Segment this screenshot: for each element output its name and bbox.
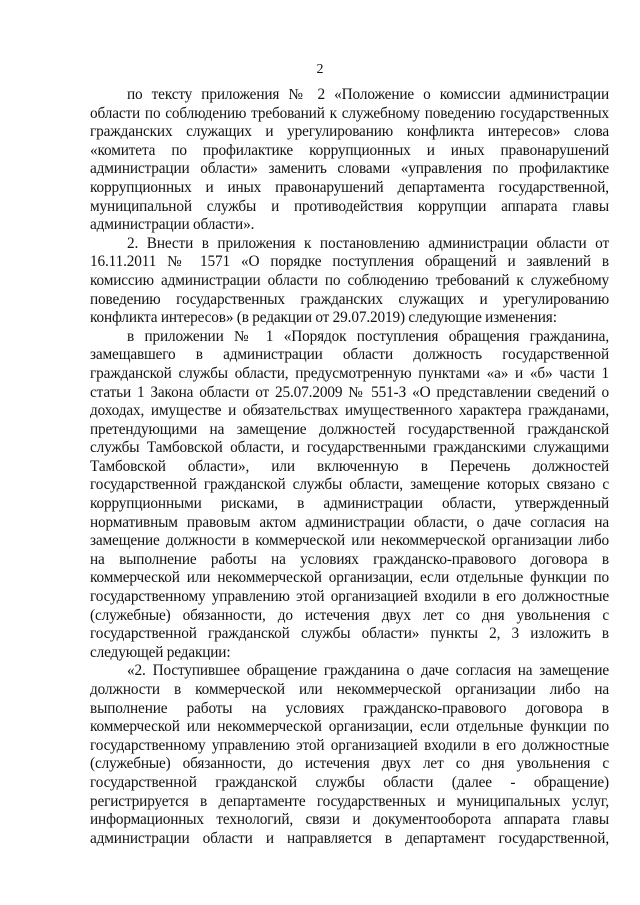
page-number: 2 xyxy=(316,62,324,77)
text-line: гражданских служащих и урегулированию конфликта интересов» слова xyxy=(90,123,609,141)
text-line: коррупционных и иных правонарушений департамента государственной, xyxy=(90,178,609,196)
text-line: конфликта интересов» (в редакции от 29.07.2019) следующие изменения: xyxy=(90,309,557,327)
text-line: Тамбовской области», или включенную в Перечень должностей xyxy=(90,457,609,475)
text-line: государственной гражданской службы области (далее - обращение) xyxy=(90,773,609,791)
text-line: замещавшего в администрации области должность государственной xyxy=(90,346,609,364)
text-line: коммерческой или некоммерческой организации, если отдельные функции по xyxy=(90,569,609,587)
text-line: статьи 1 Закона области от 25.07.2009 № 551-З «О представлении сведений о xyxy=(90,383,609,401)
text-line: муниципальной службы и противодействия коррупции аппарата главы xyxy=(90,197,609,215)
document-body xyxy=(90,86,609,848)
text-line: коммерческой или некоммерческой организации, если отдельные функции по xyxy=(90,718,609,736)
text-line: администрации области». xyxy=(90,216,255,234)
text-line: государственной гражданской службы области, замещение которых связано с xyxy=(90,476,609,494)
text-line: «2. Поступившее обращение гражданина о даче согласия на замещение xyxy=(127,662,609,680)
text-line: регистрируется в департаменте государственных и муниципальных услуг, xyxy=(90,792,609,810)
text-line: коррупционными рисками, в администрации области, утвержденный xyxy=(90,495,609,513)
text-line: выполнение работы на условиях гражданско-правового договора в xyxy=(90,699,609,717)
text-line: государственному управлению этой организацией входили в его должностные xyxy=(90,588,609,606)
text-line: комиссию администрации области по соблюдению требований к служебному xyxy=(90,271,609,289)
text-line: претендующими на замещение должностей государственной гражданской xyxy=(90,420,609,438)
text-line: 2. Внести в приложения к постановлению администрации области от xyxy=(127,234,609,252)
text-line: области по соблюдению требований к служебному поведению государственных xyxy=(90,104,609,122)
text-line: следующей редакции: xyxy=(90,643,231,661)
text-line: (служебные) обязанности, до истечения двух лет со дня увольнения с xyxy=(90,606,609,624)
text-line: доходах, имуществе и обязательствах имущественного характера гражданами, xyxy=(90,402,609,420)
text-line: на выполнение работы на условиях гражданско-правового договора в xyxy=(90,550,609,568)
text-line: государственному управлению этой организацией входили в его должностные xyxy=(90,736,609,754)
text-line: государственной гражданской службы области» пункты 2, 3 изложить в xyxy=(90,625,609,643)
text-line: информационных технологий, связи и документооборота аппарата главы xyxy=(90,811,609,829)
text-line: администрации области и направляется в департамент государственной, xyxy=(90,829,609,847)
text-line: (служебные) обязанности, до истечения двух лет со дня увольнения с xyxy=(90,755,609,773)
text-line: гражданской службы области, предусмотренную пунктами «а» и «б» части 1 xyxy=(90,364,609,382)
text-line: поведению государственных гражданских служащих и урегулированию xyxy=(90,290,609,308)
text-line: «комитета по профилактике коррупционных и иных правонарушений xyxy=(90,141,609,159)
text-line: должности в коммерческой или некоммерческой организации либо на xyxy=(90,681,609,698)
text-line: в приложении № 1 «Порядок поступления обращения гражданина, xyxy=(127,327,609,345)
text-line: службы Тамбовской области, и государственными гражданскими служащими xyxy=(90,439,609,457)
text-line: по тексту приложения № 2 «Положение о комиссии администрации xyxy=(127,86,609,103)
text-line: замещение должности в коммерческой или некоммерческой организации либо xyxy=(90,532,609,550)
text-line: 16.11.2011 № 1571 «О порядке поступления обращений и заявлений в xyxy=(90,253,609,271)
text-line: нормативным правовым актом администрации области, о даче согласия на xyxy=(90,513,609,531)
text-line: администрации области» заменить словами «управления по профилактике xyxy=(90,160,609,178)
